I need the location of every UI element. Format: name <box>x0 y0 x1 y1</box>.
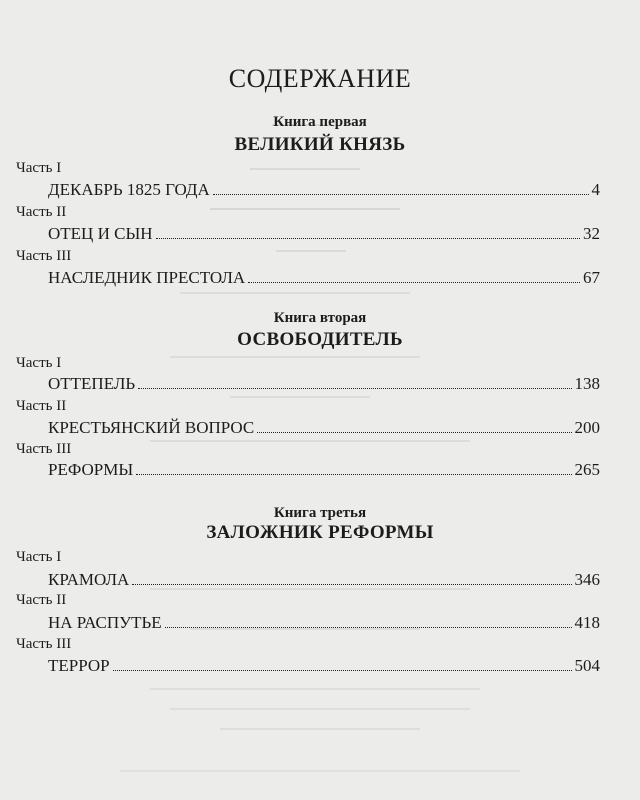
entry-title: НАСЛЕДНИК ПРЕСТОЛА <box>48 268 246 287</box>
page-number: 200 <box>574 418 600 437</box>
part-label: Часть III <box>16 636 72 652</box>
page-number: 265 <box>574 460 600 479</box>
dot-leader <box>132 584 571 585</box>
dot-leader <box>156 238 580 239</box>
toc-entry[interactable] <box>48 566 600 590</box>
entry-title: КРЕСТЬЯНСКИЙ ВОПРОС <box>48 418 255 437</box>
dot-leader <box>257 432 571 433</box>
entry-title: ОТТЕПЕЛЬ <box>48 374 136 393</box>
toc-entry[interactable] <box>48 609 600 633</box>
entry-title: ТЕРРОР <box>48 656 110 675</box>
page-number: 4 <box>591 180 600 199</box>
dot-leader <box>213 194 589 195</box>
entry-title: РЕФОРМЫ <box>48 460 134 479</box>
toc-entry[interactable] <box>48 456 600 480</box>
page-number: 32 <box>583 224 600 243</box>
toc-entry[interactable] <box>48 414 600 438</box>
dot-leader <box>248 282 580 283</box>
book-label: Книга третья <box>273 505 367 521</box>
part-label: Часть I <box>16 549 62 565</box>
dot-leader <box>138 388 571 389</box>
dot-leader <box>113 670 572 671</box>
part-label: Часть I <box>16 355 62 371</box>
entry-title: ОТЕЦ И СЫН <box>48 224 153 243</box>
book-label: Книга первая <box>273 114 367 130</box>
toc-entry[interactable] <box>48 264 600 288</box>
part-label: Часть I <box>16 160 62 176</box>
part-label: Часть III <box>16 441 72 457</box>
part-label: Часть II <box>16 592 67 608</box>
entry-title: НА РАСПУТЬЕ <box>48 613 162 632</box>
book-name: ОСВОБОДИТЕЛЬ <box>237 329 403 350</box>
page-number: 67 <box>583 268 600 287</box>
page-number: 504 <box>574 656 600 675</box>
page-number: 418 <box>574 613 600 632</box>
book-name: ВЕЛИКИЙ КНЯЗЬ <box>234 134 406 155</box>
entry-title: ДЕКАБРЬ 1825 ГОДА <box>48 180 210 199</box>
toc-entry[interactable] <box>48 220 600 244</box>
part-label: Часть II <box>16 398 67 414</box>
part-label: Часть II <box>16 204 67 220</box>
page-number: 346 <box>574 570 600 589</box>
book-label: Книга вторая <box>273 310 367 326</box>
dot-leader <box>165 627 572 628</box>
page-number: 138 <box>574 374 600 393</box>
book-name: ЗАЛОЖНИК РЕФОРМЫ <box>206 522 434 543</box>
toc-entry[interactable] <box>48 370 600 394</box>
toc-entry[interactable] <box>48 176 600 200</box>
dot-leader <box>136 474 571 475</box>
page-title: СОДЕРЖАНИЕ <box>228 64 412 93</box>
toc-entry[interactable] <box>48 652 600 676</box>
part-label: Часть III <box>16 248 72 264</box>
entry-title: КРАМОЛА <box>48 570 130 589</box>
